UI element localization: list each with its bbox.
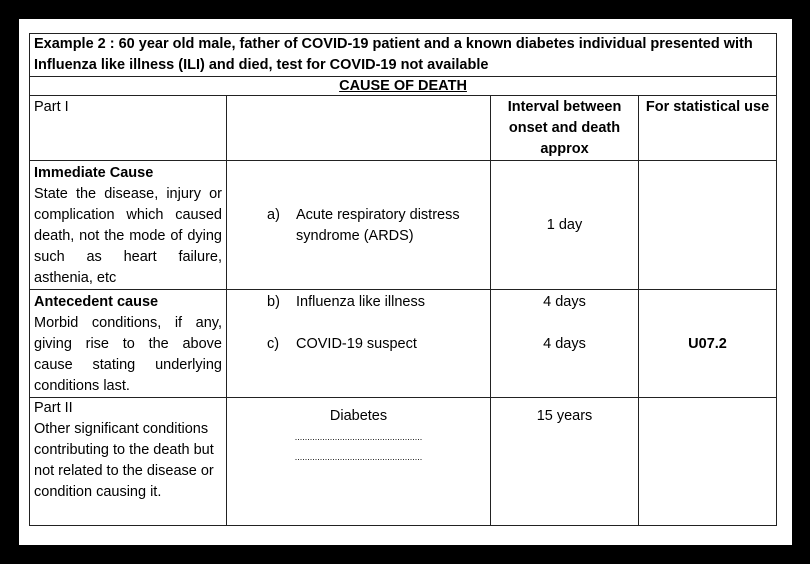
part1-header: Part I bbox=[30, 96, 227, 161]
immediate-interval: 1 day bbox=[491, 161, 639, 290]
section-heading: CAUSE OF DEATH bbox=[30, 77, 777, 96]
antecedent-cause-description: Morbid conditions, if any, giving rise to the above cause stating underlying conditions last. bbox=[34, 315, 222, 394]
cause-of-death-table bbox=[29, 33, 777, 526]
antecedent-condition-1: Influenza like illness bbox=[296, 294, 425, 310]
interval-header: Interval between onset and death approx bbox=[491, 96, 639, 161]
list-item bbox=[231, 334, 486, 355]
blank-line-1: ................................................... bbox=[294, 432, 423, 442]
part2-description: Other significant conditions contributing to the death but not related to the disease or condition causing it. bbox=[34, 421, 214, 500]
antecedent-conditions-cell bbox=[227, 290, 491, 398]
part2-heading: Part II bbox=[34, 400, 73, 416]
antecedent-interval-1: 4 days bbox=[543, 294, 586, 310]
antecedent-code-2: U07.2 bbox=[688, 336, 727, 352]
item-letter-b: b) bbox=[267, 294, 280, 310]
antecedent-code-1 bbox=[643, 292, 772, 313]
condition-header-blank bbox=[227, 96, 491, 161]
list-item bbox=[231, 292, 486, 313]
antecedent-cause-heading: Antecedent cause bbox=[34, 294, 159, 310]
immediate-cause-heading: Immediate Cause bbox=[34, 165, 154, 181]
part2-code bbox=[639, 398, 777, 526]
antecedent-codes-cell bbox=[639, 290, 777, 398]
immediate-cause-description: State the disease, injury or complication which caused death, not the mode of dying such as heart failure, asthenia, etc bbox=[34, 186, 222, 286]
immediate-cause-cell bbox=[30, 161, 227, 290]
item-letter-a: a) bbox=[267, 207, 280, 223]
example-title: Example 2 : 60 year old male, father of COVID-19 patient and a known diabetes individual presented with Influenza like illness (ILI) and died, test for COVID-19 not available bbox=[30, 34, 777, 77]
antecedent-condition-2: COVID-19 suspect bbox=[296, 336, 417, 352]
part2-condition: Diabetes bbox=[329, 408, 388, 424]
antecedent-cause-cell bbox=[30, 290, 227, 398]
antecedent-interval-2: 4 days bbox=[543, 336, 586, 352]
part2-condition-cell bbox=[227, 398, 491, 526]
part2-interval: 15 years bbox=[491, 398, 639, 526]
part2-cell bbox=[30, 398, 227, 526]
antecedent-intervals-cell bbox=[491, 290, 639, 398]
item-letter-c: c) bbox=[267, 336, 280, 352]
statistical-header: For statistical use bbox=[639, 96, 777, 161]
certificate-page bbox=[19, 19, 792, 545]
blank-line-2: ................................................... bbox=[294, 452, 423, 462]
immediate-condition: Acute respiratory distress syndrome (ARDS) bbox=[296, 207, 460, 244]
immediate-code bbox=[639, 161, 777, 290]
immediate-condition-cell bbox=[227, 161, 491, 290]
